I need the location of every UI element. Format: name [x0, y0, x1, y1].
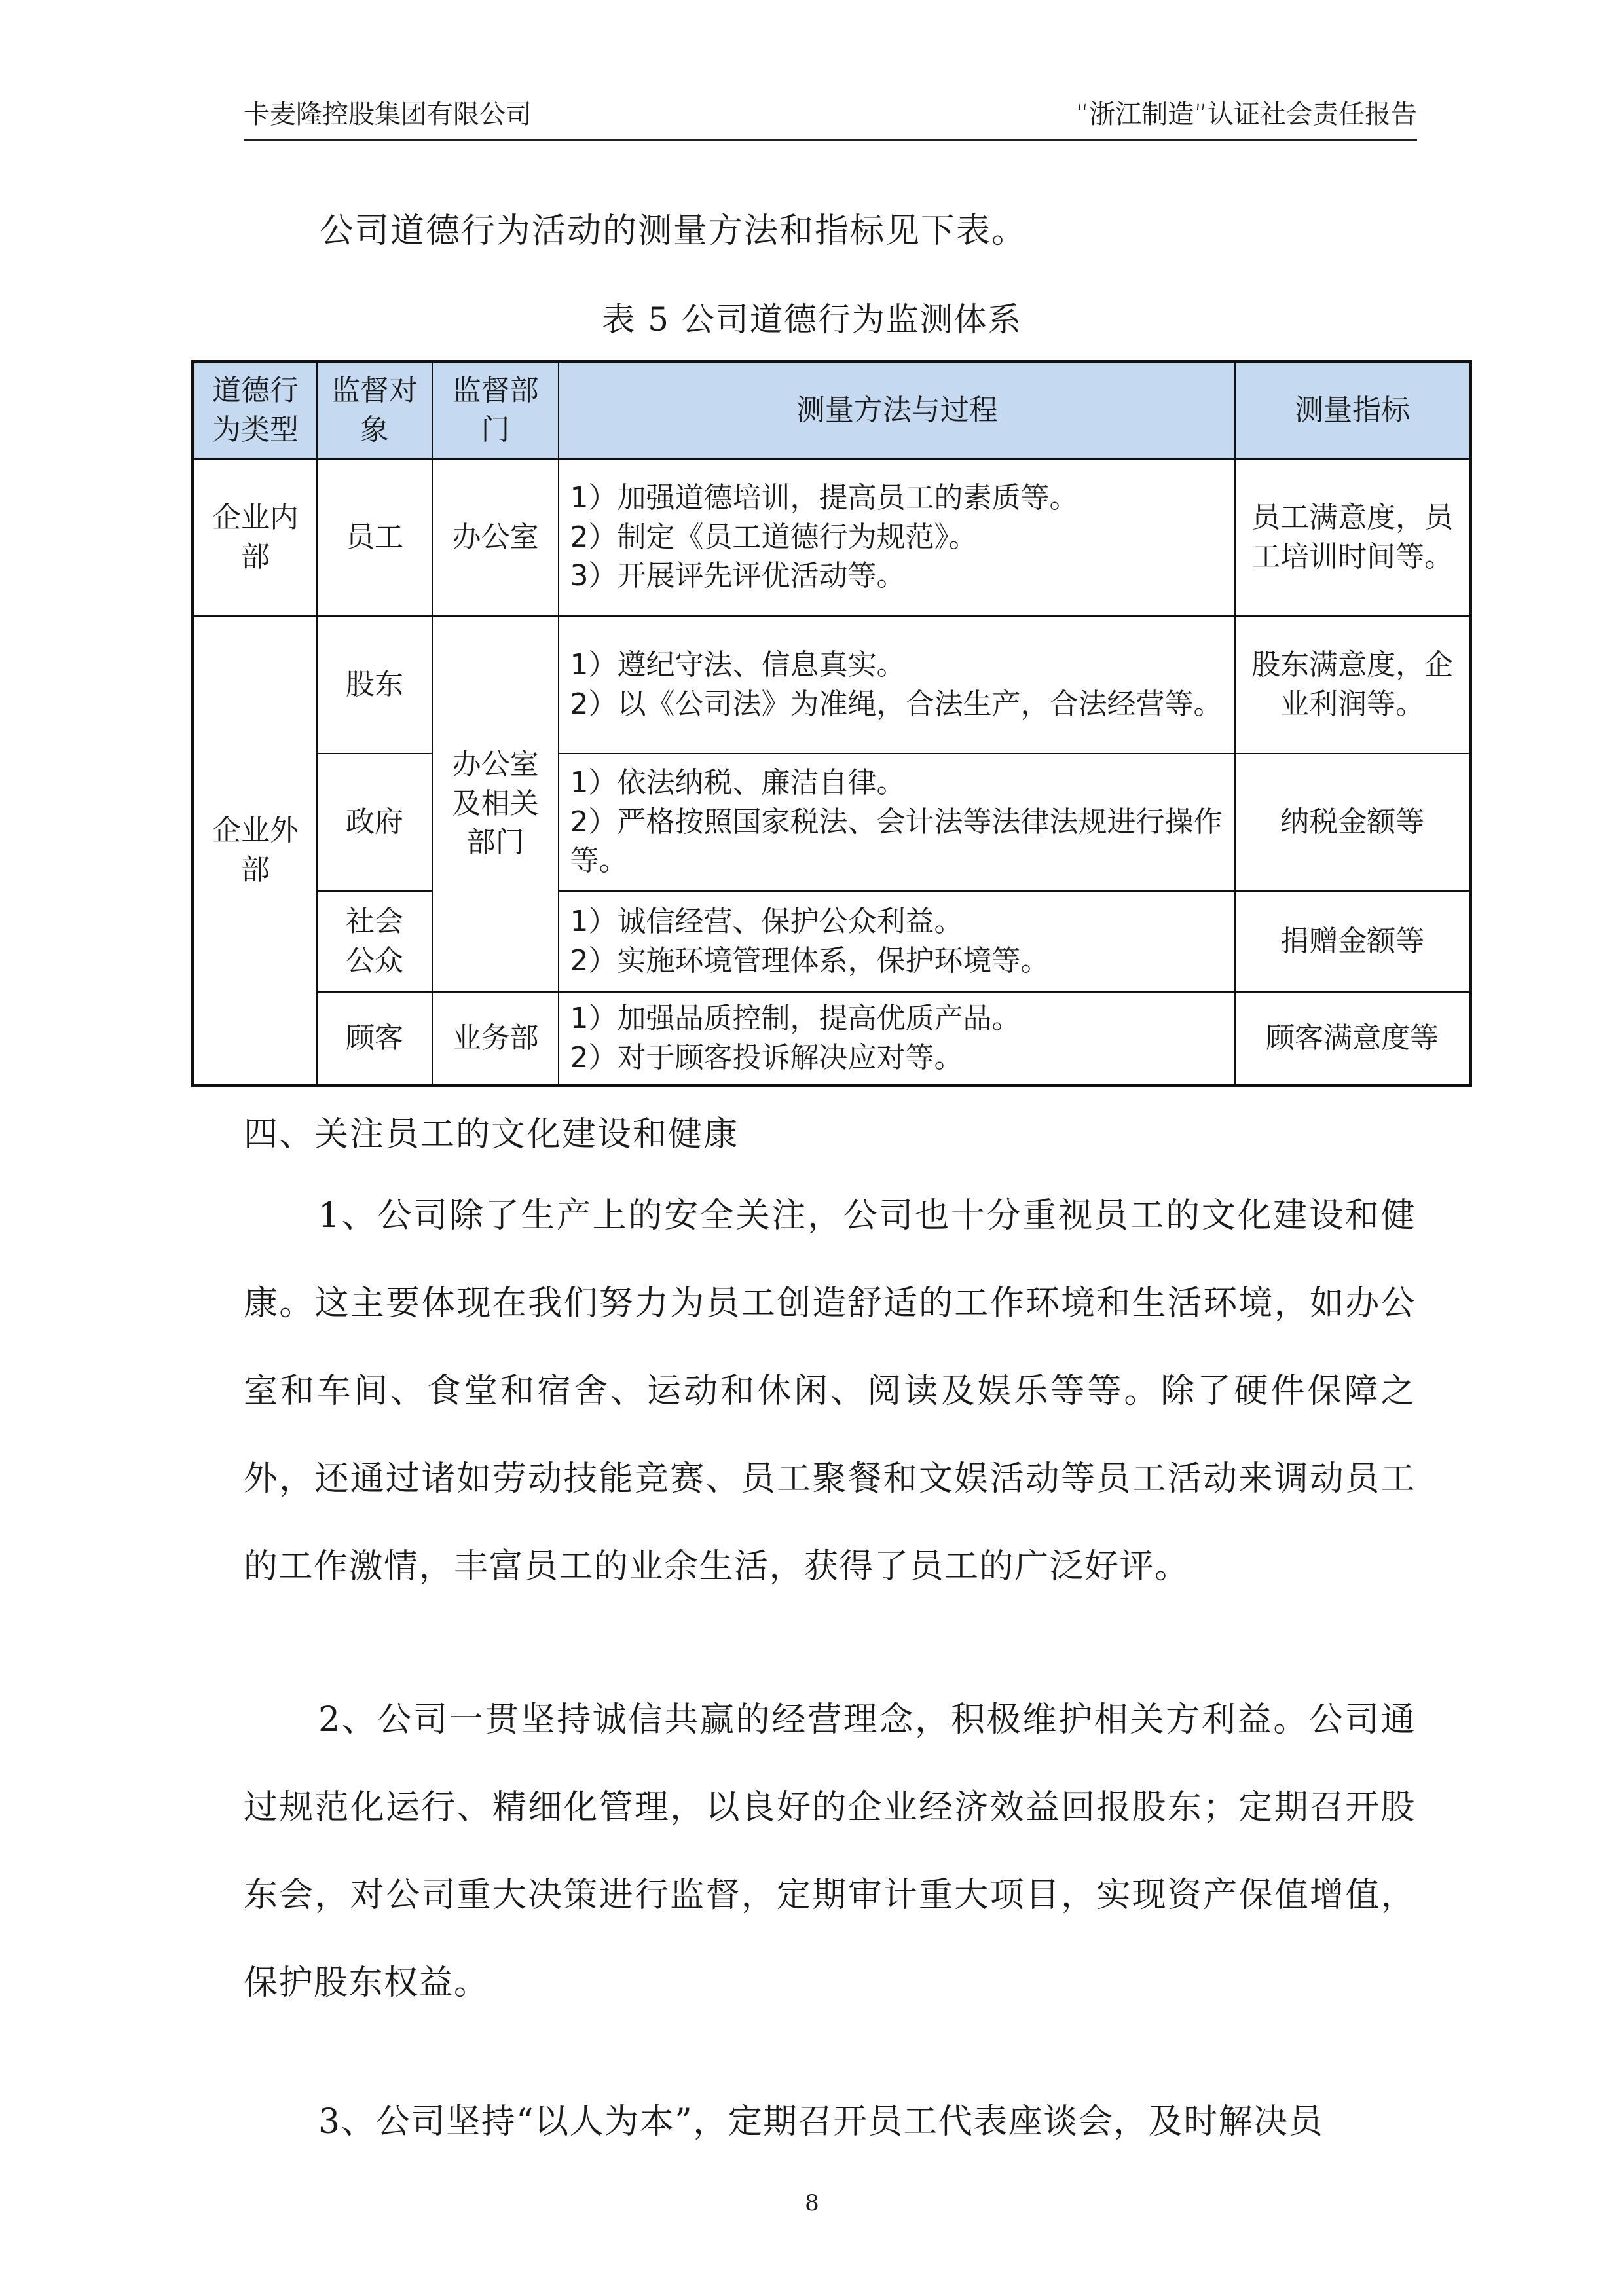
- table-row: [193, 992, 1471, 1086]
- object-cell: 员工: [317, 459, 432, 616]
- header-cell-type: 道德行为类型: [193, 362, 318, 459]
- method-line: 3）开展评先评优活动等。: [570, 559, 906, 593]
- department-cell: 办公室: [432, 459, 559, 616]
- method-cell: [559, 891, 1235, 992]
- object-cell: 社会公众: [317, 891, 432, 992]
- body-paragraph: 2、公司一贯坚持诚信共赢的经营理念，积极维护相关方利益。公司通过规范化运行、精细化管理，以良好的企业经济效益回报股东；定期召开股东会，对公司重大决策进行监督，定期审计重大项目，实现资产保值增值，保护股东权益。: [244, 1700, 1416, 2003]
- method-line: 1）遵纪守法、信息真实。: [570, 647, 906, 682]
- table-row: [193, 891, 1471, 992]
- method-line: 1）诚信经营、保护公众利益。: [570, 904, 963, 938]
- table-header-row: [193, 362, 1471, 459]
- method-cell: [559, 616, 1235, 754]
- table-row: [193, 616, 1471, 754]
- method-line: 1）依法纳税、廉洁自律。: [570, 765, 906, 799]
- method-line: 1）加强品质控制，提高优质产品。: [570, 1001, 1021, 1035]
- indicator-cell: 捐赠金额等: [1235, 891, 1470, 992]
- object-cell: 股东: [317, 616, 432, 754]
- table-caption: 表 5 公司道德行为监测体系: [602, 301, 1022, 338]
- method-line: 2）严格按照国家税法、会计法等法律法规进行操作等。: [570, 805, 1223, 878]
- indicator-cell: 员工满意度，员工培训时间等。: [1235, 459, 1470, 616]
- method-line: 2）实施环境管理体系，保护环境等。: [570, 943, 1050, 977]
- method-line: 1）加强道德培训，提高员工的素质等。: [570, 481, 1079, 515]
- method-line: 2）制定《员工道德行为规范》。: [570, 520, 978, 554]
- body-paragraph: 3、公司坚持“以人为本”，定期召开员工代表座谈会，及时解决员: [318, 2102, 1324, 2141]
- header-report-title: “浙江制造”认证社会责任报告: [1075, 100, 1417, 130]
- body-paragraph: 1、公司除了生产上的安全关注，公司也十分重视员工的文化建设和健康。这主要体现在我们努力为员工创造舒适的工作环境和生活环境，如办公室和车间、食堂和宿舍、运动和休闲、阅读及娱乐等等。除了硬件保障之外，还通过诸如劳动技能竞赛、员工聚餐和文娱活动等员工活动来调动员工的工作激情，丰富员工的业余生活，获得了员工的广泛好评。: [244, 1196, 1416, 1586]
- method-line: 2）对于顾客投诉解决应对等。: [570, 1040, 963, 1074]
- ethics-monitoring-table: [191, 360, 1472, 1087]
- header-cell-indicator: 测量指标: [1235, 362, 1470, 459]
- indicator-cell: 纳税金额等: [1235, 754, 1470, 891]
- object-cell: 顾客: [317, 992, 432, 1086]
- method-cell: [559, 992, 1235, 1086]
- department-cell: 业务部: [432, 992, 559, 1086]
- object-cell: 政府: [317, 754, 432, 891]
- department-cell: 办公室及相关部门: [432, 616, 559, 992]
- header-cell-object: 监督对象: [317, 362, 432, 459]
- indicator-cell: 顾客满意度等: [1235, 992, 1470, 1086]
- header-company-name: 卡麦隆控股集团有限公司: [244, 100, 532, 130]
- page-header: [244, 92, 1417, 141]
- section-heading: 四、关注员工的文化建设和健康: [244, 1115, 739, 1154]
- method-line: 2）以《公司法》为准绳，合法生产，合法经营等。: [570, 687, 1223, 721]
- header-cell-department: 监督部门: [432, 362, 559, 459]
- header-cell-method: 测量方法与过程: [559, 362, 1235, 459]
- type-cell: 企业内部: [193, 459, 318, 616]
- intro-text: 公司道德行为活动的测量方法和指标见下表。: [320, 211, 1027, 251]
- page-number: 8: [805, 2190, 819, 2216]
- indicator-cell: 股东满意度，企业利润等。: [1235, 616, 1470, 754]
- table-row: [193, 754, 1471, 891]
- table-row: [193, 459, 1471, 616]
- method-cell: [559, 459, 1235, 616]
- method-cell: [559, 754, 1235, 891]
- type-cell: 企业外部: [193, 616, 318, 1086]
